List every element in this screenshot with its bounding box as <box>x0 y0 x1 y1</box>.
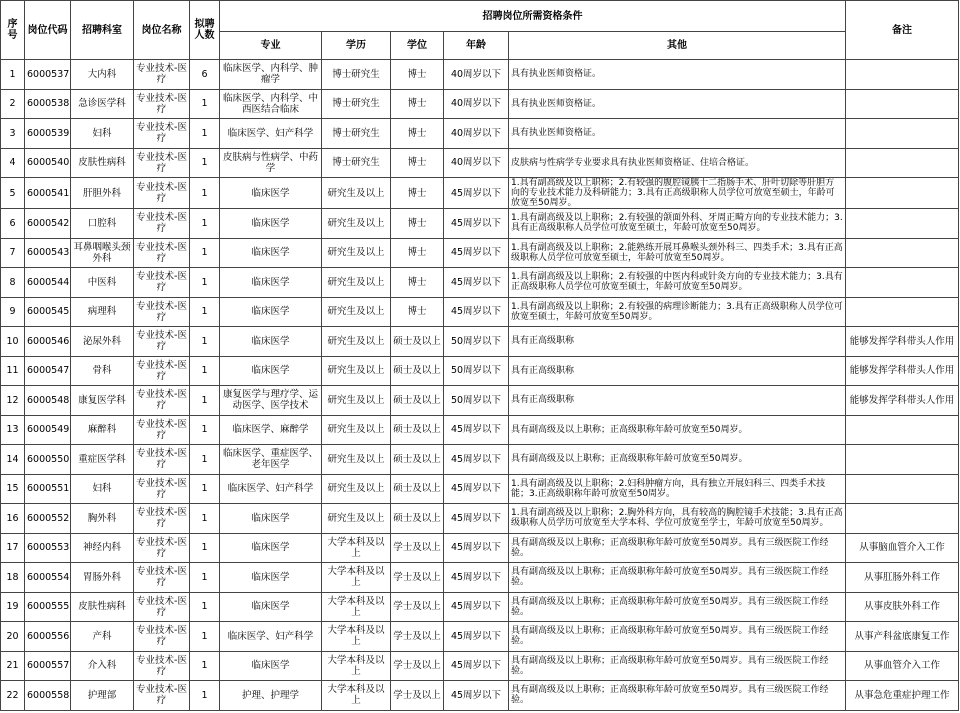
cell-remark: 能够发挥学科带头人作用 <box>846 356 959 386</box>
cell-other: 具有副高级及以上职称；正高级职称年龄可放宽至50周岁。具有三级医院工作经验。 <box>509 651 846 681</box>
table-row <box>1 60 959 90</box>
cell-education: 研究生及以上 <box>322 386 391 416</box>
table-row <box>1 238 959 268</box>
cell-position: 专业技术-医疗 <box>134 415 190 445</box>
cell-dept: 大内科 <box>71 60 134 90</box>
cell-seq: 8 <box>1 268 25 298</box>
cell-education: 研究生及以上 <box>322 356 391 386</box>
cell-dept: 护理部 <box>71 681 134 711</box>
cell-code: 6000540 <box>25 148 71 178</box>
cell-education: 博士研究生 <box>322 89 391 119</box>
cell-seq: 12 <box>1 386 25 416</box>
cell-age: 45周岁以下 <box>444 268 509 298</box>
cell-education: 研究生及以上 <box>322 415 391 445</box>
cell-age: 40周岁以下 <box>444 89 509 119</box>
cell-remark: 从事肛肠外科工作 <box>846 563 959 593</box>
cell-other: 1.具有副高级及以上职称；2.胸外科方向，具有较高的胸腔镜手术技能；3.具有正高级职称人员学历可放宽至大学本科、学位可放宽至学士，年龄可放宽至50周岁。 <box>509 504 846 534</box>
cell-age: 50周岁以下 <box>444 327 509 357</box>
cell-dept: 急诊医学科 <box>71 89 134 119</box>
cell-education: 大学本科及以上 <box>322 592 391 622</box>
cell-code: 6000537 <box>25 60 71 90</box>
cell-count: 6 <box>190 60 220 90</box>
cell-other: 具有副高级及以上职称；正高级职称年龄可放宽至50周岁。具有三级医院工作经验。 <box>509 622 846 652</box>
cell-other: 具有副高级及以上职称；正高级职称年龄可放宽至50周岁。 <box>509 445 846 475</box>
cell-position: 专业技术-医疗 <box>134 445 190 475</box>
cell-education: 研究生及以上 <box>322 327 391 357</box>
cell-count: 1 <box>190 297 220 327</box>
table-row <box>1 563 959 593</box>
cell-seq: 16 <box>1 504 25 534</box>
cell-education: 研究生及以上 <box>322 504 391 534</box>
cell-major: 临床医学 <box>220 238 322 268</box>
cell-position: 专业技术-医疗 <box>134 209 190 239</box>
cell-code: 6000551 <box>25 474 71 504</box>
cell-count: 1 <box>190 209 220 239</box>
cell-other: 具有执业医师资格证。 <box>509 60 846 90</box>
cell-position: 专业技术-医疗 <box>134 504 190 534</box>
cell-position: 专业技术-医疗 <box>134 148 190 178</box>
cell-dept: 病理科 <box>71 297 134 327</box>
cell-count: 1 <box>190 651 220 681</box>
cell-position: 专业技术-医疗 <box>134 563 190 593</box>
cell-other: 皮肤病与性病学专业要求具有执业医师资格证、住培合格证。 <box>509 148 846 178</box>
cell-age: 45周岁以下 <box>444 209 509 239</box>
cell-code: 6000549 <box>25 415 71 445</box>
cell-major: 临床医学 <box>220 504 322 534</box>
cell-dept: 介入科 <box>71 651 134 681</box>
header-conditions: 招聘岗位所需资格条件 <box>220 1 846 32</box>
cell-other: 具有副高级及以上职称；正高级职称年龄可放宽至50周岁。具有三级医院工作经验。 <box>509 533 846 563</box>
header-age: 年龄 <box>444 32 509 60</box>
cell-degree: 硕士及以上 <box>391 415 444 445</box>
cell-other: 1.具有副高级及以上职称；2.有较强的腹腔镜胰十二指肠手术、肝叶切除等肝胆方向的专业技术能力及科研能力；3.具有正高级职称人员学位可放宽至硕士，年龄可放宽至50周岁。 <box>509 178 846 209</box>
table-row <box>1 681 959 711</box>
cell-dept: 口腔科 <box>71 209 134 239</box>
cell-count: 1 <box>190 268 220 298</box>
cell-major: 临床医学 <box>220 592 322 622</box>
cell-major: 临床医学 <box>220 297 322 327</box>
cell-remark <box>846 297 959 327</box>
cell-other: 具有副高级及以上职称；正高级职称年龄可放宽至50周岁。具有三级医院工作经验。 <box>509 592 846 622</box>
header-position: 岗位名称 <box>134 1 190 60</box>
cell-dept: 神经内科 <box>71 533 134 563</box>
cell-position: 专业技术-医疗 <box>134 60 190 90</box>
header-major: 专业 <box>220 32 322 60</box>
cell-remark <box>846 119 959 149</box>
table-row <box>1 445 959 475</box>
cell-age: 50周岁以下 <box>444 356 509 386</box>
cell-major: 临床医学 <box>220 268 322 298</box>
cell-dept: 肝胆外科 <box>71 178 134 209</box>
cell-count: 1 <box>190 148 220 178</box>
cell-code: 6000538 <box>25 89 71 119</box>
cell-age: 45周岁以下 <box>444 178 509 209</box>
cell-remark <box>846 268 959 298</box>
cell-degree: 硕士及以上 <box>391 356 444 386</box>
cell-position: 专业技术-医疗 <box>134 119 190 149</box>
cell-major: 临床医学、内科学、中西医结合临床 <box>220 89 322 119</box>
cell-remark <box>846 415 959 445</box>
cell-code: 6000556 <box>25 622 71 652</box>
cell-major: 临床医学 <box>220 563 322 593</box>
table-row <box>1 297 959 327</box>
cell-age: 45周岁以下 <box>444 238 509 268</box>
cell-major: 临床医学、麻醉学 <box>220 415 322 445</box>
cell-degree: 硕士及以上 <box>391 327 444 357</box>
table-row <box>1 89 959 119</box>
cell-dept: 妇科 <box>71 119 134 149</box>
cell-position: 专业技术-医疗 <box>134 178 190 209</box>
cell-code: 6000543 <box>25 238 71 268</box>
cell-degree: 硕士及以上 <box>391 504 444 534</box>
cell-seq: 14 <box>1 445 25 475</box>
cell-code: 6000552 <box>25 504 71 534</box>
cell-other: 具有副高级及以上职称；正高级职称年龄可放宽至50周岁。 <box>509 415 846 445</box>
cell-count: 1 <box>190 445 220 475</box>
cell-remark <box>846 209 959 239</box>
cell-seq: 20 <box>1 622 25 652</box>
cell-education: 研究生及以上 <box>322 178 391 209</box>
cell-education: 博士研究生 <box>322 60 391 90</box>
cell-major: 临床医学、内科学、肿瘤学 <box>220 60 322 90</box>
cell-code: 6000550 <box>25 445 71 475</box>
header-other: 其他 <box>509 32 846 60</box>
cell-education: 大学本科及以上 <box>322 533 391 563</box>
cell-count: 1 <box>190 592 220 622</box>
header-degree: 学位 <box>391 32 444 60</box>
table-row <box>1 178 959 209</box>
cell-degree: 博士 <box>391 268 444 298</box>
cell-major: 护理、护理学 <box>220 681 322 711</box>
cell-dept: 胃肠外科 <box>71 563 134 593</box>
cell-major: 临床医学、妇产科学 <box>220 119 322 149</box>
cell-seq: 18 <box>1 563 25 593</box>
header-code: 岗位代码 <box>25 1 71 60</box>
cell-position: 专业技术-医疗 <box>134 238 190 268</box>
cell-other: 具有副高级及以上职称；正高级职称年龄可放宽至50周岁。具有三级医院工作经验。 <box>509 681 846 711</box>
cell-count: 1 <box>190 386 220 416</box>
cell-degree: 博士 <box>391 297 444 327</box>
cell-code: 6000557 <box>25 651 71 681</box>
cell-education: 研究生及以上 <box>322 238 391 268</box>
cell-seq: 4 <box>1 148 25 178</box>
cell-degree: 硕士及以上 <box>391 445 444 475</box>
cell-count: 1 <box>190 681 220 711</box>
cell-seq: 10 <box>1 327 25 357</box>
table-row <box>1 592 959 622</box>
cell-seq: 5 <box>1 178 25 209</box>
cell-degree: 学士及以上 <box>391 592 444 622</box>
cell-degree: 学士及以上 <box>391 563 444 593</box>
cell-position: 专业技术-医疗 <box>134 356 190 386</box>
cell-age: 45周岁以下 <box>444 592 509 622</box>
cell-count: 1 <box>190 474 220 504</box>
cell-major: 临床医学 <box>220 651 322 681</box>
table-row <box>1 415 959 445</box>
cell-education: 大学本科及以上 <box>322 622 391 652</box>
cell-age: 45周岁以下 <box>444 445 509 475</box>
cell-seq: 2 <box>1 89 25 119</box>
cell-age: 45周岁以下 <box>444 622 509 652</box>
cell-degree: 学士及以上 <box>391 681 444 711</box>
cell-position: 专业技术-医疗 <box>134 592 190 622</box>
cell-seq: 19 <box>1 592 25 622</box>
cell-age: 40周岁以下 <box>444 119 509 149</box>
cell-remark: 从事急危重症护理工作 <box>846 681 959 711</box>
cell-education: 研究生及以上 <box>322 445 391 475</box>
cell-age: 40周岁以下 <box>444 60 509 90</box>
cell-position: 专业技术-医疗 <box>134 268 190 298</box>
cell-count: 1 <box>190 238 220 268</box>
cell-other: 1.具有副高级及以上职称；2.能熟练开展耳鼻喉头颈外科三、四类手术；3.具有正高级职称人员学位可放宽至硕士，年龄可放宽至50周岁。 <box>509 238 846 268</box>
cell-count: 1 <box>190 119 220 149</box>
cell-remark <box>846 504 959 534</box>
cell-position: 专业技术-医疗 <box>134 386 190 416</box>
cell-code: 6000548 <box>25 386 71 416</box>
cell-education: 博士研究生 <box>322 119 391 149</box>
cell-age: 45周岁以下 <box>444 651 509 681</box>
table-row <box>1 356 959 386</box>
cell-major: 临床医学 <box>220 209 322 239</box>
cell-dept: 妇科 <box>71 474 134 504</box>
cell-seq: 6 <box>1 209 25 239</box>
cell-age: 45周岁以下 <box>444 563 509 593</box>
cell-degree: 硕士及以上 <box>391 386 444 416</box>
cell-degree: 博士 <box>391 209 444 239</box>
cell-seq: 22 <box>1 681 25 711</box>
cell-degree: 学士及以上 <box>391 533 444 563</box>
cell-age: 45周岁以下 <box>444 297 509 327</box>
cell-code: 6000547 <box>25 356 71 386</box>
cell-dept: 皮肤性病科 <box>71 148 134 178</box>
cell-seq: 11 <box>1 356 25 386</box>
cell-major: 康复医学与理疗学、运动医学、医学技术 <box>220 386 322 416</box>
header-remark: 备注 <box>846 1 959 60</box>
cell-dept: 耳鼻咽喉头颈外科 <box>71 238 134 268</box>
cell-education: 大学本科及以上 <box>322 563 391 593</box>
cell-code: 6000544 <box>25 268 71 298</box>
cell-other: 1.具有副高级及以上职称；2.有较强的病理诊断能力；3.具有正高级职称人员学位可放宽至硕士，年龄可放宽至50周岁。 <box>509 297 846 327</box>
cell-count: 1 <box>190 622 220 652</box>
cell-education: 研究生及以上 <box>322 268 391 298</box>
cell-other: 具有执业医师资格证。 <box>509 119 846 149</box>
cell-seq: 1 <box>1 60 25 90</box>
cell-dept: 胸外科 <box>71 504 134 534</box>
table-row <box>1 209 959 239</box>
table-row <box>1 651 959 681</box>
cell-dept: 中医科 <box>71 268 134 298</box>
cell-dept: 康复医学科 <box>71 386 134 416</box>
cell-seq: 15 <box>1 474 25 504</box>
cell-count: 1 <box>190 178 220 209</box>
cell-seq: 9 <box>1 297 25 327</box>
cell-position: 专业技术-医疗 <box>134 533 190 563</box>
cell-code: 6000539 <box>25 119 71 149</box>
cell-count: 1 <box>190 533 220 563</box>
header-count: 拟聘人数 <box>190 1 220 60</box>
cell-major: 皮肤病与性病学、中药学 <box>220 148 322 178</box>
cell-seq: 17 <box>1 533 25 563</box>
cell-education: 研究生及以上 <box>322 209 391 239</box>
cell-code: 6000555 <box>25 592 71 622</box>
table-row <box>1 504 959 534</box>
table-row <box>1 474 959 504</box>
cell-count: 1 <box>190 504 220 534</box>
cell-code: 6000553 <box>25 533 71 563</box>
cell-remark <box>846 474 959 504</box>
cell-degree: 博士 <box>391 178 444 209</box>
cell-code: 6000554 <box>25 563 71 593</box>
cell-code: 6000545 <box>25 297 71 327</box>
cell-dept: 骨科 <box>71 356 134 386</box>
cell-education: 大学本科及以上 <box>322 651 391 681</box>
cell-other: 具有执业医师资格证。 <box>509 89 846 119</box>
cell-count: 1 <box>190 89 220 119</box>
cell-code: 6000546 <box>25 327 71 357</box>
cell-seq: 13 <box>1 415 25 445</box>
cell-dept: 重症医学科 <box>71 445 134 475</box>
cell-other: 具有正高级职称 <box>509 327 846 357</box>
cell-remark: 从事血管介入工作 <box>846 651 959 681</box>
cell-major: 临床医学、妇产科学 <box>220 622 322 652</box>
table-row <box>1 533 959 563</box>
cell-age: 45周岁以下 <box>444 504 509 534</box>
cell-degree: 学士及以上 <box>391 651 444 681</box>
cell-major: 临床医学 <box>220 178 322 209</box>
cell-age: 45周岁以下 <box>444 415 509 445</box>
header-dept: 招聘科室 <box>71 1 134 60</box>
header-seq: 序号 <box>1 1 25 60</box>
cell-age: 50周岁以下 <box>444 386 509 416</box>
cell-other: 1.具有副高级及以上职称；2.妇科肿瘤方向，具有独立开展妇科三、四类手术技能；3.正高级职称年龄可放宽至50周岁。 <box>509 474 846 504</box>
cell-dept: 产科 <box>71 622 134 652</box>
table-row <box>1 386 959 416</box>
cell-count: 1 <box>190 563 220 593</box>
cell-major: 临床医学、重症医学、老年医学 <box>220 445 322 475</box>
cell-seq: 7 <box>1 238 25 268</box>
table-row <box>1 119 959 149</box>
cell-dept: 皮肤性病科 <box>71 592 134 622</box>
cell-degree: 博士 <box>391 148 444 178</box>
cell-remark: 从事皮肤外科工作 <box>846 592 959 622</box>
cell-major: 临床医学、妇产科学 <box>220 474 322 504</box>
cell-dept: 麻醉科 <box>71 415 134 445</box>
cell-other: 具有正高级职称 <box>509 386 846 416</box>
cell-remark <box>846 60 959 90</box>
cell-position: 专业技术-医疗 <box>134 297 190 327</box>
cell-major: 临床医学 <box>220 356 322 386</box>
cell-other: 具有正高级职称 <box>509 356 846 386</box>
header-education: 学历 <box>322 32 391 60</box>
cell-position: 专业技术-医疗 <box>134 89 190 119</box>
cell-remark <box>846 178 959 209</box>
cell-dept: 泌尿外科 <box>71 327 134 357</box>
cell-education: 研究生及以上 <box>322 297 391 327</box>
cell-major: 临床医学 <box>220 327 322 357</box>
cell-education: 博士研究生 <box>322 148 391 178</box>
cell-major: 临床医学 <box>220 533 322 563</box>
cell-remark <box>846 238 959 268</box>
cell-remark: 能够发挥学科带头人作用 <box>846 327 959 357</box>
cell-age: 45周岁以下 <box>444 533 509 563</box>
cell-position: 专业技术-医疗 <box>134 622 190 652</box>
cell-other: 1.具有副高级及以上职称；2.有较强的颌面外科、牙周正畸方向的专业技术能力；3.具有正高级职称人员学位可放宽至硕士，年龄可放宽至50周岁。 <box>509 209 846 239</box>
cell-seq: 3 <box>1 119 25 149</box>
cell-position: 专业技术-医疗 <box>134 681 190 711</box>
cell-code: 6000541 <box>25 178 71 209</box>
cell-degree: 博士 <box>391 89 444 119</box>
cell-remark: 从事脑血管介入工作 <box>846 533 959 563</box>
cell-degree: 学士及以上 <box>391 622 444 652</box>
cell-remark <box>846 445 959 475</box>
cell-age: 45周岁以下 <box>444 474 509 504</box>
cell-degree: 博士 <box>391 60 444 90</box>
cell-remark <box>846 89 959 119</box>
cell-education: 研究生及以上 <box>322 474 391 504</box>
cell-code: 6000558 <box>25 681 71 711</box>
cell-age: 45周岁以下 <box>444 681 509 711</box>
table-row <box>1 622 959 652</box>
cell-remark <box>846 148 959 178</box>
cell-remark: 能够发挥学科带头人作用 <box>846 386 959 416</box>
table-body <box>1 60 959 711</box>
cell-count: 1 <box>190 327 220 357</box>
cell-age: 40周岁以下 <box>444 148 509 178</box>
table-row <box>1 148 959 178</box>
cell-degree: 博士 <box>391 238 444 268</box>
cell-position: 专业技术-医疗 <box>134 327 190 357</box>
cell-other: 1.具有副高级及以上职称；2.有较强的中医内科或针灸方向的专业技术能力；3.具有正高级职称人员学位可放宽至硕士，年龄可放宽至50周岁。 <box>509 268 846 298</box>
cell-code: 6000542 <box>25 209 71 239</box>
cell-other: 具有副高级及以上职称；正高级职称年龄可放宽至50周岁。具有三级医院工作经验。 <box>509 563 846 593</box>
cell-remark: 从事产科盆底康复工作 <box>846 622 959 652</box>
cell-education: 大学本科及以上 <box>322 681 391 711</box>
table-row <box>1 327 959 357</box>
cell-count: 1 <box>190 415 220 445</box>
cell-degree: 博士 <box>391 119 444 149</box>
cell-position: 专业技术-医疗 <box>134 474 190 504</box>
cell-seq: 21 <box>1 651 25 681</box>
cell-degree: 硕士及以上 <box>391 474 444 504</box>
cell-position: 专业技术-医疗 <box>134 651 190 681</box>
cell-count: 1 <box>190 356 220 386</box>
table-row <box>1 268 959 298</box>
